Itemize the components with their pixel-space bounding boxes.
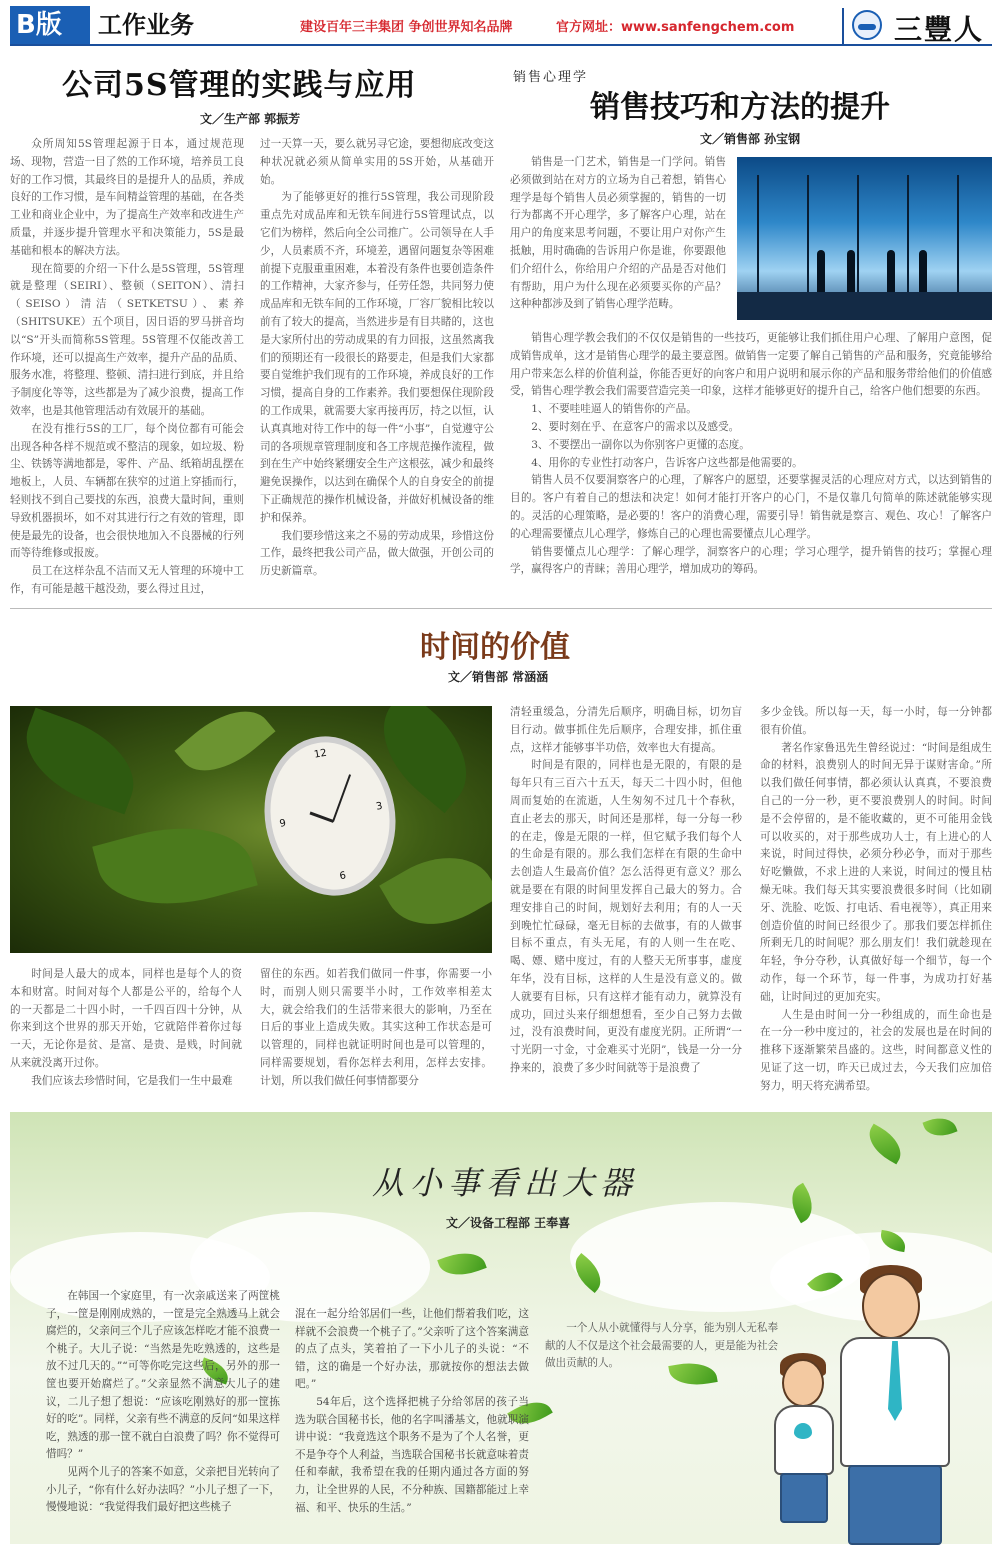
leaf-icon <box>437 1245 487 1283</box>
paragraph: 销售人员不仅要洞察客户的心理，了解客户的愿望，还要掌握灵活的心理应对方式，以达到销售的目的。客户有着自己的想法和决定！如何才能打开客户的心门，不是仅靠几句简单的陈述就能够实现的。灵活的心理策略，是必要的！客户的消费心理，需要引导！销售就是察言、观色、攻心！了解客户的心理需要懂点儿心理学，修炼自己的心理也需要懂点儿心理学。 <box>510 474 992 540</box>
paragraph: 员工在这样杂乱不洁而又无人管理的环境中工作，有可能是越干越没劲，要么得过且过， <box>10 565 244 595</box>
office-silhouette-photo <box>737 157 992 320</box>
article-sales-intro <box>510 154 726 326</box>
section-divider <box>10 608 992 609</box>
article-time-byline: 文／销售部 常涵涵 <box>448 670 549 684</box>
article-5s-byline: 文／生产部 郭振芳 <box>200 112 301 126</box>
article-story-column-1 <box>46 1288 280 1528</box>
paragraph: 为了能够更好的推行5S管理，我公司现阶段重点先对成品库和无铁车间进行5S管理试点，以它们为榜样，然后向全公司推广。公司领导在人手少，人员素质不齐，环境差，遇留问题复杂等困难前提下克服重重困难，本着没有条件也要创造条件的工作精神，大家齐参与，任劳任怨，共同努力使成品库和无铁车间的工作环境，厂容厂貌相比较以前有了较大的提高，当然进步是有目共睹的，这也是大家所付出的劳动成果的有力回报，这虽然离我们的预期还有一段很长的路要走，但是我们大家都要自觉维护我们现有的工作环境，养成良好的工作习惯，提高自身的工作素养。我们要想保住现阶段的工作成果，就需要大家再接再厉，持之以恒，认认真真地对待工作中的每一件“小事”，自觉遵守公司的各项规章管理制度和各工序规范操作流程，做到在生产中始终紧绷安全生产这根弦，减少和最终避免误操作，以达到在确保个人的自身安全的前提下正确规范的操作机械设备，并做好机械设备的维护和保养。 <box>260 191 494 524</box>
slogan: 建设百年三丰集团 争创世界知名品牌 <box>300 20 513 35</box>
paragraph: 在没有推行5S的工厂，每个岗位都有可能会出现各种各样不规范或不整洁的现象，如垃圾、粉尘、铁锈等满地都是，零件、产品、纸箱胡乱摆在地板上，人员、车辆都在狭窄的过道上穿插而行，轻则找不到自己要找的东西，浪费大量时间，重则导致机器损坏，如不对其进行行之有效的管理，即使是最先的设备，也会很快地加入不良器械的行列而等待维修或报废。 <box>10 422 244 560</box>
list-item: 4、用你的专业性打动客户，告诉客户这些都是他需要的。 <box>531 456 803 469</box>
pocket-watch-icon: 12 3 6 9 <box>252 726 408 906</box>
story-pull-quote: 一个人从小就懂得与人分享，能为别人无私奉献的人不仅是这个社会最需要的人，更是能为社会做出贡献的人。 <box>545 1322 779 1370</box>
article-sales-body <box>510 330 992 598</box>
article-5s-column-1 <box>10 136 244 598</box>
paragraph: 销售是一门艺术，销售是一门学问。销售必须做到站在对方的立场为自己着想，销售心理学是每个销售人员必须掌握的，销售的一切行为都离不开心理学，多了解客户心理，站在用户的角度来思考问题，不要让用户对你产生抵触，用时确确的告诉用户你是谁，你要跟他们介绍什么，你给用户介绍的产品是否对他们有帮助，用户为什么现在必须要买你的产品？这种种都涉及到了销售心理学范畴。 <box>510 156 726 311</box>
paragraph: 54年后，这个选择把桃子分给邻居的孩子当选为联合国秘书长，他的名字叫潘基文，他就职演讲中说：“我竟选这个职务不是为了个人名誉，更不是争夺个人利益，当选联合国秘书长就意味着责任和奉献，我希望在我的任期内通过各方面的努力，让全世界的人民，不分种族、国籍都能过上幸福、和平、快乐的生活。” <box>295 1395 529 1514</box>
logo-emblem-icon <box>852 10 882 40</box>
article-time-column-3 <box>510 704 742 1096</box>
website-link[interactable]: 官方网址：www.sanfengchem.com <box>556 20 795 35</box>
pocket-watch-photo <box>10 706 492 953</box>
paragraph: 我们应该去珍惜时间，它是我们一生中最难 <box>31 1074 233 1087</box>
article-sales-byline: 文／销售部 孙宝钢 <box>700 132 801 146</box>
paragraph: 多少金钱。所以每一天，每一小时，每一分钟都很有价值。 <box>760 706 992 736</box>
paragraph: 清轻重缓急，分清先后顺序，明确目标，切勿盲目行动。做事抓住先后顺序，合理安排，抓住重点，这样才能够事半功倍，效率也大有提高。 <box>510 706 742 754</box>
paragraph: 著名作家鲁迅先生曾经说过：“时间是组成生命的材料，浪费别人的时间无异于谋财害命。”所以我们做任何事情，都必须认认真真，不要浪费自己的一分一秒，更不要浪费别人的时间。时间是不会停留的，是不能收藏的，更不可能用金钱可以收买的，对于那些成功人士，有上进心的人来说，时间过得快，必须分秒必争，而对于那些好吃懒做，不求上进的人来说，时间过的慢且枯燥无味。我们每天其实要浪费很多时间（比如刷牙、洗脸、吃饭、打电话、看电视等），真正用来创造价值的时间已经很少了。那我们要怎样抓住所剩无几的时间呢？那么朋友们！我们就趁现在年轻，争分夺秒，认真做好每一个细节，每一个动作，每一个环节，每一件事，为成功打好基础，让时间过的更加充实。 <box>760 741 992 1003</box>
paragraph: 时间是有限的，同样也是无限的，有限的是每年只有三百六十五天，每天二十四小时，但他周而复始的在流逝，人生匆匆不过几十个春秋，直止老去的那天，时间还是那样，每一分每一秒的在走，像是无限的一样，但它赋予我们每个人的生命是有限的。那么我们怎样在有限的生命中去创造人生最高价值？怎么活得更有意义？那么就是要在有限的时间里发挥自己最大的努力。合理安排自己的时间，规划好去利用；有的人一天到晚忙忙碌碌，毫无目标的去做事，有的人做事目标不重点，有头无尾，有的人则一生在吃、喝、嫖、赌中度过，有的人整天无所事事，虚度年华，没有目标，这样的人生是没有意义的。做人就要有目标，只有这样才能有动力，就算没有成功，回过头来仔细想想看，至少自己努力去做过，没有浪费时间，更没有虚度光阴。正所谓“一寸光阴一寸金，寸金难买寸光阴”，钱是一分一分挣来的，浪费了多少时间就等于是浪费了 <box>510 759 742 1074</box>
leaf-icon <box>862 1124 909 1165</box>
article-time-column-4 <box>760 704 992 1096</box>
page-header <box>10 6 992 46</box>
paragraph: 人生是由时间一分一秒组成的，而生命也是在一分一秒中度过的，社会的发展也是在时间的推移下逐渐繁荣昌盛的。这些，时间都意义性的见证了这一切，昨天已成过去，今天我们应加倍努力，明天将充满希望。 <box>760 1008 992 1092</box>
article-time-column-1 <box>10 966 242 1096</box>
edition-badge: B版 <box>10 6 90 44</box>
article-time-title: 时间的价值 <box>420 630 570 665</box>
article-5s-title: 公司5S管理的实践与应用 <box>62 68 417 103</box>
father-son-illustration <box>760 1265 992 1545</box>
paragraph: 混在一起分给邻居们一些，让他们帮着我们吃，这样就不会浪费一个桃子了。”父亲听了这个答案满意的点了点头，笑着拍了一下小儿子的头说：“不错，这的确是一个好办法，那就按你的想法去做吧。” <box>295 1308 529 1391</box>
paragraph: 时间是人最大的成本，同样也是每个人的资本和财富。时间对每个人都是公平的，给每个人的一天都是二十四小时，一千四百四十分钟，从你来到这个世界的那天开始，它就陪伴着你过每一天，无论你是贫、是富、是贵、是贱，时间就从来就没离开过你。 <box>10 968 242 1069</box>
article-story-column-2 <box>295 1306 529 1528</box>
paragraph: 留住的东西。如若我们做同一件事，你需要一小时，而别人则只需要半小时，工作效率相差太大，就会给我们的生活带来很大的影响，乃至在日后的事业上造成失败。其实这种工作状态是可以管理的，同样也就证明时间也是可以管理的，同样需要规划，看你怎样去利用，怎样去安排。计划，所以我们做任何事情都要分 <box>260 968 492 1087</box>
list-item: 1、不要哇哇逼人的销售你的产品。 <box>531 403 697 416</box>
leaf-icon <box>922 1112 957 1141</box>
heart-icon <box>794 1423 812 1439</box>
paragraph: 众所周知5S管理起源于日本，通过规范现场、现物，营造一目了然的工作环境，培养员工良好的工作习惯，其最终目的是提升人的品质，养成良好的工作习惯，是车间精益管理的基础，在各类工业和商业企业中，为了提高生产效率和改进生产质量，并逐步提升管理水平和决策能力，5S是最基础和根本的解决方法。 <box>10 138 244 257</box>
paragraph: 过一天算一天，要么就另寻它途，要想彻底改变这种状况就必须从简单实用的5S开始，从基础开始。 <box>260 138 494 186</box>
paragraph: 我们要珍惜这来之不易的劳动成果，珍惜这份工作，最终把我公司产品，做大做强，开创公司的历史新篇章。 <box>260 529 494 578</box>
list-item: 3、不要摆出一副你以为你别客户更懂的态度。 <box>531 438 750 451</box>
logo <box>842 8 992 44</box>
article-sales-title: 销售技巧和方法的提升 <box>590 90 890 125</box>
article-5s-column-2 <box>260 136 494 598</box>
article-story-title: 从小事看出大器 <box>372 1164 639 1202</box>
article-sales-kicker: 销售心理学 <box>513 70 589 85</box>
section-name: 工作业务 <box>98 11 194 39</box>
paragraph: 见两个儿子的答案不如意，父亲把目光转向了小儿子，“你有什么好办法吗？”小儿子想了一下，慢慢地说：“我觉得我们最好把这些桃子 <box>46 1465 280 1514</box>
paragraph: 在韩国一个家庭里，有一次亲戚送来了两筐桃子，一筐是刚刚成熟的，一筐是完全熟透马上就会腐烂的，父亲问三个儿子应该怎样吃才能不浪费一个桃子。大儿子说：“当然是先吃熟透的，这些是放不过几天的。”“可等你吃完这些后，另外的那一筐也要开始腐烂了。”父亲显然不满意大儿子的建议，二儿子想了想说：“应该吃刚熟好的那一筐拣好的吃”。同样，父亲有些不满意的反问“如果这样吃，熟透的那一筐不就白白浪费了吗？你不觉得可惜吗？” <box>46 1290 280 1461</box>
logo-text: 三豐人 <box>894 13 985 46</box>
list-item: 2、要时刻在乎、在意客户的需求以及感受。 <box>531 420 740 433</box>
article-story-byline: 文／设备工程部 王奉喜 <box>446 1216 571 1230</box>
paragraph: 现在简要的介绍一下什么是5S管理，5S管理就是整理（SEIRI）、整顿（SEITON）、清扫（SEISO）清洁（SETKETSU）、素养（SHITSUKE）五个项目，因日语的罗马拼音均以“S”开头而简称5S管理。5S管理不仅能改善工作环境，还可以提高生产效率，提升产品的品质、服务水准，将整理、整顿、清扫进行到底，并且给予制度化等等，这些都是为了减少浪费，提高工作效率，也是其他管理活动有效展开的基础。 <box>10 262 244 417</box>
paragraph: 销售心理学教会我们的不仅仅是销售的一些技巧，更能够让我们抓住用户心理、了解用户意图，促成销售成单，这才是销售心理学的最主要意图。做销售一定要了解自己销售的产品和服务，究竟能够给用户带来怎么样的价值利益，你能否更好的向客户和用户说明和展示你的产品和服务带给他们的价值感受，销售心理学教会我们需要营造完美一印象，这样才能够更好的提升自己，给客户他们想要的东西。 <box>510 332 992 398</box>
article-time-column-2 <box>260 966 492 1096</box>
paragraph: 销售要懂点儿心理学：了解心理学，洞察客户的心理；学习心理学，提升销售的技巧；掌握心理学，赢得客户的青睐；善用心理学，增加成功的筹码。 <box>510 545 992 576</box>
